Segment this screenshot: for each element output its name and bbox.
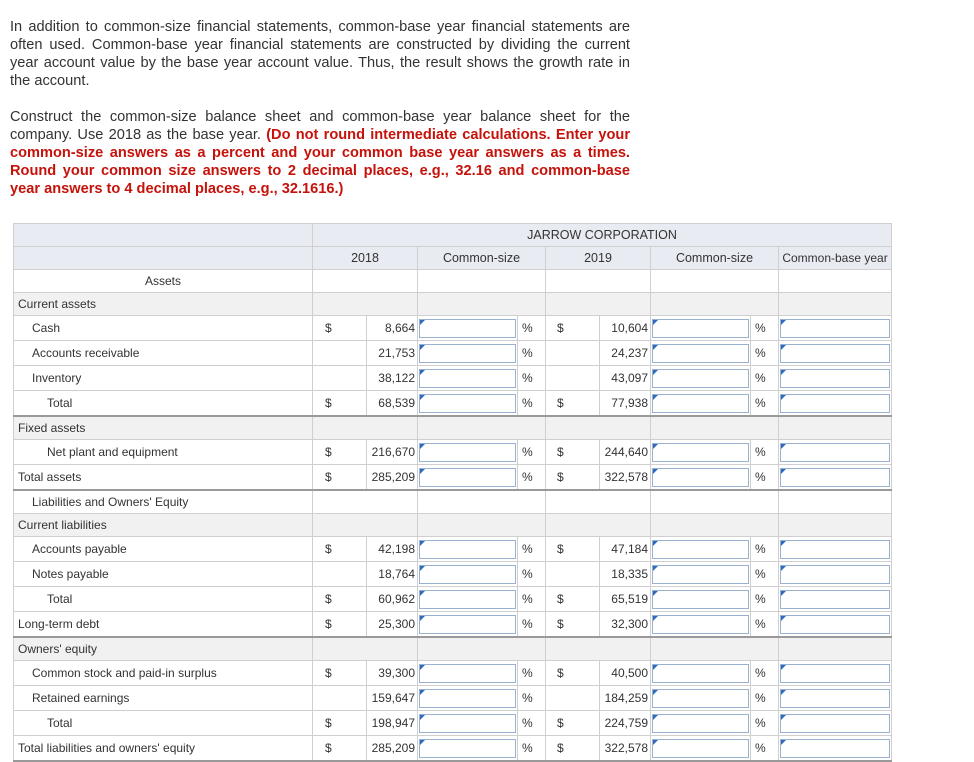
table-row: [14, 341, 892, 366]
ppe-common-base-input[interactable]: [781, 444, 889, 461]
dollar-sign: $: [313, 587, 367, 612]
value-2018: 38,122: [367, 366, 418, 391]
dollar-sign: $: [546, 711, 600, 736]
tle-common-size-2018-input[interactable]: [420, 740, 515, 757]
row-label: Common stock and paid-in surplus: [14, 661, 313, 686]
value-2019: 77,938: [600, 391, 651, 417]
table-row: [14, 686, 892, 711]
re-common-base-input[interactable]: [781, 690, 889, 707]
dollar-sign: $: [313, 465, 367, 491]
table-row: [14, 465, 892, 491]
total-assets-common-base-input[interactable]: [781, 469, 889, 486]
row-label: Cash: [14, 316, 313, 341]
table-row: [14, 612, 892, 638]
ap-common-base-input[interactable]: [781, 541, 889, 558]
value-2019: 18,335: [600, 562, 651, 587]
owners-equity-heading: Owners' equity: [14, 637, 313, 661]
common-size-2019-cell: [651, 316, 751, 341]
ap-common-size-2019-input[interactable]: [653, 541, 748, 558]
value-2018: 285,209: [367, 465, 418, 491]
row-label: Net plant and equipment: [14, 440, 313, 465]
table-row: [14, 736, 892, 762]
percent-sign: %: [751, 711, 779, 736]
table-row: [14, 316, 892, 341]
table-row: [14, 587, 892, 612]
col-header-common-size-2019: Common-size: [651, 247, 779, 270]
value-2018: 39,300: [367, 661, 418, 686]
col-header-common-size-2018: Common-size: [418, 247, 546, 270]
percent-sign: %: [518, 366, 546, 391]
percent-sign: %: [518, 341, 546, 366]
header-blank: [14, 247, 313, 270]
row-label: Total: [14, 587, 313, 612]
company-name: JARROW CORPORATION: [313, 224, 892, 247]
header-blank: [14, 224, 313, 247]
dollar-sign: $: [313, 391, 367, 417]
np-common-size-2018-input[interactable]: [420, 566, 515, 583]
percent-sign: %: [518, 587, 546, 612]
value-2018: 60,962: [367, 587, 418, 612]
cs-common-size-2019-input[interactable]: [653, 665, 748, 682]
percent-sign: %: [751, 465, 779, 491]
percent-sign: %: [751, 316, 779, 341]
percent-sign: %: [751, 736, 779, 762]
np-common-size-2019-input[interactable]: [653, 566, 748, 583]
percent-sign: %: [751, 537, 779, 562]
percent-sign: %: [518, 661, 546, 686]
cash-common-size-2018-input[interactable]: [420, 320, 515, 337]
current-assets-heading: Current assets: [14, 293, 313, 316]
dollar-sign: $: [313, 316, 367, 341]
table-row: [14, 711, 892, 736]
percent-sign: %: [751, 391, 779, 417]
total-assets-common-size-2018-input[interactable]: [420, 469, 515, 486]
inventory-common-base-input[interactable]: [781, 370, 889, 387]
value-2019: 43,097: [600, 366, 651, 391]
dollar-sign: $: [546, 391, 600, 417]
row-label: Notes payable: [14, 562, 313, 587]
percent-sign: %: [518, 440, 546, 465]
value-2019: 322,578: [600, 736, 651, 762]
dollar-sign: $: [546, 316, 600, 341]
tle-common-base-input[interactable]: [781, 740, 889, 757]
value-2019: 24,237: [600, 341, 651, 366]
dollar-sign: $: [313, 711, 367, 736]
value-2018: 42,198: [367, 537, 418, 562]
dollar-sign: $: [313, 661, 367, 686]
dollar-sign: $: [313, 736, 367, 762]
value-2018: 21,753: [367, 341, 418, 366]
ar-common-base-input[interactable]: [781, 345, 889, 362]
value-2018: 68,539: [367, 391, 418, 417]
table-row: [14, 391, 892, 417]
balance-sheet-table: [13, 223, 892, 762]
inventory-common-size-2019-input[interactable]: [653, 370, 748, 387]
task-instruction: Construct the common-size balance sheet and common-base year balance sheet for the company. Use 2018 as the base year.: [10, 109, 630, 143]
ppe-common-size-2019-input[interactable]: [653, 444, 748, 461]
dollar-sign: $: [546, 537, 600, 562]
re-common-size-2019-input[interactable]: [653, 690, 748, 707]
oe-total-common-base-input[interactable]: [781, 715, 889, 732]
value-2018: 285,209: [367, 736, 418, 762]
row-label: Total: [14, 391, 313, 417]
oe-total-common-size-2018-input[interactable]: [420, 715, 515, 732]
re-common-size-2018-input[interactable]: [420, 690, 515, 707]
current-liabilities-total-common-base-input[interactable]: [781, 591, 889, 608]
oe-total-common-size-2019-input[interactable]: [653, 715, 748, 732]
ap-common-size-2018-input[interactable]: [420, 541, 515, 558]
value-2018: 198,947: [367, 711, 418, 736]
col-header-2019: 2019: [546, 247, 651, 270]
percent-sign: %: [518, 562, 546, 587]
dollar-sign: $: [313, 537, 367, 562]
percent-sign: %: [751, 440, 779, 465]
value-2019: 32,300: [600, 612, 651, 638]
row-label: Total liabilities and owners' equity: [14, 736, 313, 762]
percent-sign: %: [518, 391, 546, 417]
cash-common-base-input[interactable]: [781, 320, 889, 337]
intro-paragraph: In addition to common-size financial statements, common-base year financial statements are often used. Common-base year financial statements are constructed by dividing the current year account value by the base year account value. Thus, the result shows the growth rate in the account.: [10, 19, 630, 89]
percent-sign: %: [518, 736, 546, 762]
table-row: [14, 440, 892, 465]
value-2019: 10,604: [600, 316, 651, 341]
value-2018: 159,647: [367, 686, 418, 711]
row-label: Total: [14, 711, 313, 736]
value-2019: 184,259: [600, 686, 651, 711]
percent-sign: %: [751, 587, 779, 612]
dollar-sign: $: [313, 612, 367, 638]
current-assets-total-common-size-2019-input[interactable]: [653, 395, 748, 412]
percent-sign: %: [751, 686, 779, 711]
percent-sign: %: [518, 316, 546, 341]
table-row: [14, 366, 892, 391]
cash-common-size-2019-input[interactable]: [653, 320, 748, 337]
percent-sign: %: [751, 562, 779, 587]
table-row: [14, 661, 892, 686]
common-base-cell: [779, 316, 892, 341]
percent-sign: %: [518, 711, 546, 736]
ltd-common-size-2018-input[interactable]: [420, 616, 515, 633]
current-assets-total-common-base-input[interactable]: [781, 395, 889, 412]
cs-common-base-input[interactable]: [781, 665, 889, 682]
dollar-sign: $: [546, 465, 600, 491]
dollar-sign: $: [546, 612, 600, 638]
current-liabilities-heading: Current liabilities: [14, 514, 313, 537]
value-2019: 224,759: [600, 711, 651, 736]
value-2018: 8,664: [367, 316, 418, 341]
fixed-assets-heading: Fixed assets: [14, 416, 313, 440]
value-2018: 25,300: [367, 612, 418, 638]
percent-sign: %: [751, 612, 779, 638]
total-assets-common-size-2019-input[interactable]: [653, 469, 748, 486]
value-2019: 40,500: [600, 661, 651, 686]
row-label: Total assets: [14, 465, 313, 491]
table-row: [14, 537, 892, 562]
ar-common-size-2019-input[interactable]: [653, 345, 748, 362]
percent-sign: %: [751, 661, 779, 686]
ppe-common-size-2018-input[interactable]: [420, 444, 515, 461]
value-2018: 216,670: [367, 440, 418, 465]
col-header-common-base-year: Common-base year: [779, 247, 892, 270]
ltd-common-base-input[interactable]: [781, 616, 889, 633]
dollar-sign: $: [546, 736, 600, 762]
row-label: Retained earnings: [14, 686, 313, 711]
dollar-sign: $: [313, 440, 367, 465]
row-label: Inventory: [14, 366, 313, 391]
ltd-common-size-2019-input[interactable]: [653, 616, 748, 633]
task-paragraph: [10, 108, 630, 198]
common-size-2018-cell: [418, 316, 518, 341]
percent-sign: %: [518, 465, 546, 491]
dollar-sign: $: [546, 587, 600, 612]
task-rounding-note: (Do not round intermediate calculations. Enter your common-size answers as a percent and your common base year answers as a times. Round your common size answers to 2 decimal places, e.g., 32.16 and common-base year answers to 4 decimal places, e.g., 32.1616.): [10, 127, 630, 197]
liabilities-equity-heading: Liabilities and Owners' Equity: [14, 490, 313, 514]
value-2019: 244,640: [600, 440, 651, 465]
row-label: Long-term debt: [14, 612, 313, 638]
cs-common-size-2018-input[interactable]: [420, 665, 515, 682]
table-row: [14, 562, 892, 587]
dollar-sign: $: [546, 440, 600, 465]
percent-sign: %: [518, 537, 546, 562]
value-2018: 18,764: [367, 562, 418, 587]
assets-heading: Assets: [14, 270, 313, 293]
value-2019: 47,184: [600, 537, 651, 562]
value-2019: 65,519: [600, 587, 651, 612]
current-assets-total-common-size-2018-input[interactable]: [420, 395, 515, 412]
row-label: Accounts payable: [14, 537, 313, 562]
dollar-sign: $: [546, 661, 600, 686]
ar-common-size-2018-input[interactable]: [420, 345, 515, 362]
inventory-common-size-2018-input[interactable]: [420, 370, 515, 387]
row-label: Accounts receivable: [14, 341, 313, 366]
value-2019: 322,578: [600, 465, 651, 491]
percent-sign: %: [518, 686, 546, 711]
current-liabilities-total-common-size-2018-input[interactable]: [420, 591, 515, 608]
percent-sign: %: [518, 612, 546, 638]
percent-sign: %: [751, 366, 779, 391]
col-header-2018: 2018: [313, 247, 418, 270]
np-common-base-input[interactable]: [781, 566, 889, 583]
percent-sign: %: [751, 341, 779, 366]
current-liabilities-total-common-size-2019-input[interactable]: [653, 591, 748, 608]
tle-common-size-2019-input[interactable]: [653, 740, 748, 757]
